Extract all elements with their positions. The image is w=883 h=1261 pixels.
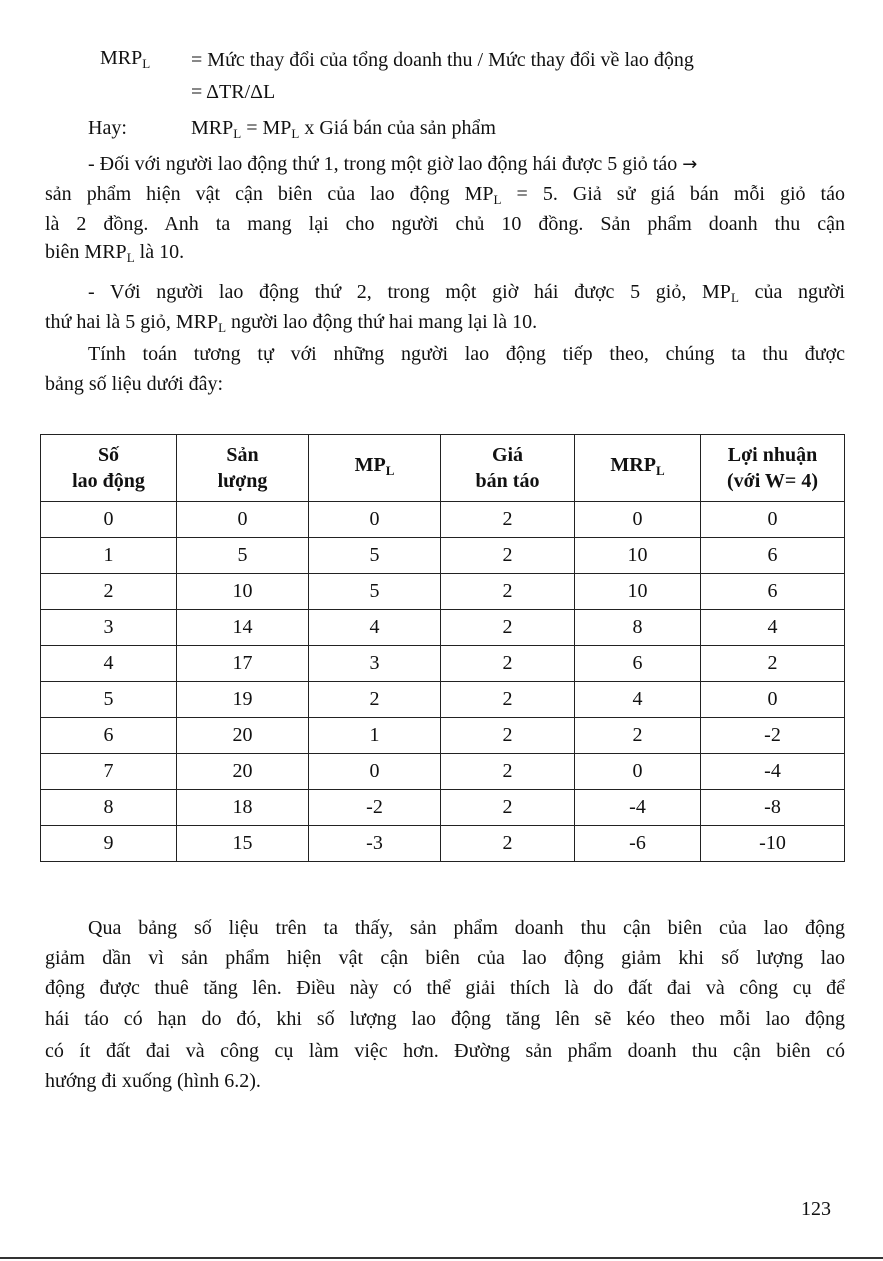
cell: 0: [177, 502, 309, 538]
table-row: [41, 538, 845, 574]
header-mrpl: [575, 435, 701, 502]
para4-line6: hướng đi xuống (hình 6.2).: [45, 1070, 261, 1092]
para2-line1: [88, 280, 845, 304]
header-mpl: [309, 435, 441, 502]
header-profit-line2: (với W= 4): [727, 470, 818, 492]
cell: 2: [441, 790, 575, 826]
header-profit: [701, 435, 845, 502]
cell: 6: [701, 574, 845, 610]
cell: 2: [441, 646, 575, 682]
cell: 3: [41, 610, 177, 646]
cell: 2: [441, 682, 575, 718]
para3-line1: Tính toán tương tự với những người lao động tiếp theo, chúng ta thu được: [88, 343, 845, 365]
cell: 9: [41, 826, 177, 862]
para1-line1-text: - Đối với người lao động thứ 1, trong một giờ lao động hái được 5 giỏ táo: [88, 153, 678, 175]
para4-line5: có ít đất đai và công cụ làm việc hơn. Đường sản phẩm doanh thu cận biên có: [45, 1040, 845, 1062]
para3-line2: bảng số liệu dưới đây:: [45, 373, 224, 395]
header-labor-count-line2: lao động: [72, 470, 145, 492]
para1-line4: [45, 240, 184, 264]
cell: 0: [575, 754, 701, 790]
cell: 1: [309, 718, 441, 754]
cell: -2: [701, 718, 845, 754]
cell: 17: [177, 646, 309, 682]
cell: 2: [41, 574, 177, 610]
cell: 18: [177, 790, 309, 826]
formula-hay: [191, 116, 496, 140]
cell: 0: [701, 682, 845, 718]
formula-lhs-text: MRP: [100, 47, 143, 69]
header-labor-count-line1: Số: [97, 444, 120, 466]
cell: 2: [701, 646, 845, 682]
header-labor-count: [41, 435, 177, 502]
cell: 5: [177, 538, 309, 574]
bottom-rule: [0, 1257, 883, 1259]
para4-line4: hái táo có hạn do đó, khi số lượng lao động tăng lên sẽ kéo theo mỗi lao động: [45, 1008, 845, 1030]
hay-eq: = MP: [241, 117, 292, 139]
cell: 2: [575, 718, 701, 754]
cell: 6: [575, 646, 701, 682]
cell: 6: [701, 538, 845, 574]
para1-line2b: = 5. Giả sử giá bán mỗi giỏ táo: [501, 183, 845, 205]
right-arrow-icon: →: [682, 154, 698, 175]
cell: 14: [177, 610, 309, 646]
hay-sub1: L: [233, 126, 242, 141]
formula-delta: = ΔTR/ΔL: [191, 81, 276, 103]
cell: 0: [575, 502, 701, 538]
formula-lhs: [100, 46, 150, 70]
para2-line2: [45, 310, 537, 334]
cell: 7: [41, 754, 177, 790]
para2-line1b: của người: [738, 281, 845, 303]
table-header-row: [41, 435, 845, 502]
header-price: [441, 435, 575, 502]
cell: -6: [575, 826, 701, 862]
header-mpl-sub: L: [385, 463, 395, 478]
cell: 15: [177, 826, 309, 862]
cell: 2: [441, 538, 575, 574]
formula-definition: = Mức thay đổi của tổng doanh thu / Mức thay đổi về lao động: [191, 49, 694, 71]
cell: 2: [441, 502, 575, 538]
table-row: [41, 754, 845, 790]
para2-line2a: thứ hai là 5 giỏ, MRP: [45, 311, 219, 333]
para1-line2-sub: L: [493, 192, 502, 207]
para4-line1: Qua bảng số liệu trên ta thấy, sản phẩm doanh thu cận biên của lao động: [88, 917, 845, 939]
cell: 4: [701, 610, 845, 646]
cell: -10: [701, 826, 845, 862]
para1-line4b: là 10.: [134, 241, 185, 263]
cell: 4: [575, 682, 701, 718]
table-row: [41, 826, 845, 862]
para2-line1-sub: L: [730, 290, 739, 305]
header-output: [177, 435, 309, 502]
cell: 0: [41, 502, 177, 538]
cell: -4: [575, 790, 701, 826]
cell: 2: [441, 754, 575, 790]
table-row: [41, 610, 845, 646]
cell: 10: [575, 538, 701, 574]
para2-line1a: - Với người lao động thứ 2, trong một giờ hái được 5 giỏ, MP: [88, 281, 731, 303]
header-mrpl-sub: L: [655, 463, 665, 478]
header-price-line1: Giá: [491, 444, 524, 466]
para2-line2b: người lao động thứ hai mang lại là 10.: [226, 311, 538, 333]
cell: 2: [441, 718, 575, 754]
cell: -2: [309, 790, 441, 826]
table-row: [41, 682, 845, 718]
table-row: [41, 790, 845, 826]
cell: 8: [41, 790, 177, 826]
cell: 0: [309, 502, 441, 538]
cell: 10: [575, 574, 701, 610]
para1-line4a: biên MRP: [45, 241, 127, 263]
header-mpl-text: MP: [354, 454, 386, 476]
cell: 5: [309, 574, 441, 610]
table-row: [41, 574, 845, 610]
header-price-line2: bán táo: [475, 470, 540, 492]
cell: 20: [177, 718, 309, 754]
cell: 8: [575, 610, 701, 646]
para1-line2a: sản phẩm hiện vật cận biên của lao động MP: [45, 183, 494, 205]
para2-line2-sub: L: [218, 320, 227, 335]
header-output-line1: Sản: [226, 444, 259, 466]
header-mrpl-text: MRP: [610, 454, 656, 476]
cell: -8: [701, 790, 845, 826]
cell: 2: [309, 682, 441, 718]
cell: -4: [701, 754, 845, 790]
para1-line1: [88, 152, 697, 177]
cell: 5: [309, 538, 441, 574]
page-number: 123: [801, 1198, 831, 1220]
cell: 5: [41, 682, 177, 718]
para4-line2: giảm dần vì sản phẩm hiện vật cận biên của lao động giảm khi số lượng lao: [45, 947, 845, 969]
cell: 2: [441, 574, 575, 610]
table-row: [41, 718, 845, 754]
hay-sub2: L: [291, 126, 300, 141]
cell: 6: [41, 718, 177, 754]
cell: -3: [309, 826, 441, 862]
cell: 4: [41, 646, 177, 682]
cell: 20: [177, 754, 309, 790]
cell: 4: [309, 610, 441, 646]
cell: 0: [309, 754, 441, 790]
cell: 2: [441, 610, 575, 646]
header-profit-line1: Lợi nhuận: [727, 444, 818, 466]
cell: 10: [177, 574, 309, 610]
para4-line3: động được thuê tăng lên. Điều này có thể giải thích là do đất đai và công cụ để: [45, 977, 845, 999]
hay-label: Hay:: [88, 117, 127, 139]
hay-rest: x Giá bán của sản phẩm: [299, 117, 496, 139]
para1-line3: là 2 đồng. Anh ta mang lại cho người chủ 10 đồng. Sản phẩm doanh thu cận: [45, 213, 845, 235]
para1-line2: [45, 182, 845, 206]
labor-data-table: [40, 434, 845, 862]
table-row: [41, 502, 845, 538]
cell: 1: [41, 538, 177, 574]
para1-line4-sub: L: [126, 250, 135, 265]
formula-lhs-subscript: L: [142, 56, 151, 71]
cell: 2: [441, 826, 575, 862]
cell: 3: [309, 646, 441, 682]
table-row: [41, 646, 845, 682]
header-output-line2: lượng: [217, 470, 268, 492]
cell: 0: [701, 502, 845, 538]
cell: 19: [177, 682, 309, 718]
hay-mrp: MRP: [191, 117, 234, 139]
